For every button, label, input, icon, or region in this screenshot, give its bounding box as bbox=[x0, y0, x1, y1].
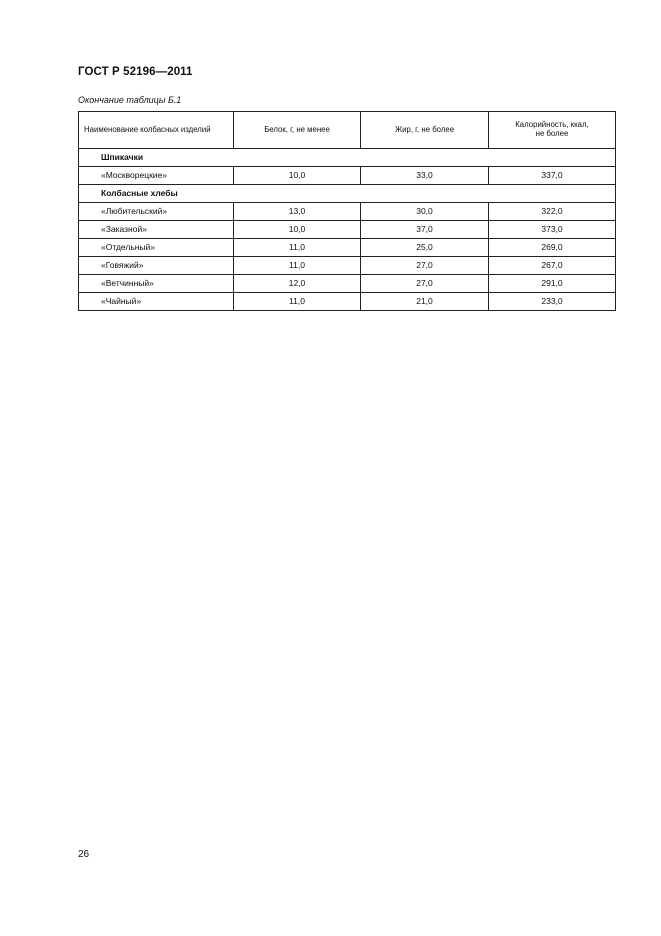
group-row bbox=[79, 185, 616, 203]
fat-cell: 33,0 bbox=[361, 167, 489, 185]
calories-cell: 337,0 bbox=[489, 167, 616, 185]
table-row bbox=[79, 167, 616, 185]
fat-cell: 21,0 bbox=[361, 293, 489, 311]
table-row bbox=[79, 239, 616, 257]
protein-cell: 11,0 bbox=[234, 239, 361, 257]
fat-cell: 25,0 bbox=[361, 239, 489, 257]
group-row bbox=[79, 149, 616, 167]
product-name-cell: «Москворецкие» bbox=[79, 167, 234, 185]
protein-cell: 10,0 bbox=[234, 221, 361, 239]
table-row bbox=[79, 203, 616, 221]
table-row bbox=[79, 257, 616, 275]
table-body bbox=[79, 149, 616, 311]
calories-cell: 373,0 bbox=[489, 221, 616, 239]
group-title: Шпикачки bbox=[79, 149, 616, 167]
protein-cell: 13,0 bbox=[234, 203, 361, 221]
protein-cell: 11,0 bbox=[234, 293, 361, 311]
calories-cell: 267,0 bbox=[489, 257, 616, 275]
table-row bbox=[79, 293, 616, 311]
calories-cell: 269,0 bbox=[489, 239, 616, 257]
product-name-cell: «Заказной» bbox=[79, 221, 234, 239]
group-title: Колбасные хлебы bbox=[79, 185, 616, 203]
product-name-cell: «Любительский» bbox=[79, 203, 234, 221]
product-name-cell: «Чайный» bbox=[79, 293, 234, 311]
table-header bbox=[79, 112, 616, 149]
calories-cell: 233,0 bbox=[489, 293, 616, 311]
fat-cell: 30,0 bbox=[361, 203, 489, 221]
calories-cell: 322,0 bbox=[489, 203, 616, 221]
table-header-row bbox=[79, 112, 616, 149]
product-name-cell: «Отдельный» bbox=[79, 239, 234, 257]
protein-cell: 11,0 bbox=[234, 257, 361, 275]
column-header-name: Наименование колбасных изделий bbox=[79, 112, 234, 149]
page-number: 26 bbox=[78, 849, 90, 860]
table-row bbox=[79, 275, 616, 293]
fat-cell: 37,0 bbox=[361, 221, 489, 239]
nutrition-table bbox=[78, 111, 616, 311]
calories-cell: 291,0 bbox=[489, 275, 616, 293]
table-row bbox=[79, 221, 616, 239]
document-header: ГОСТ Р 52196—2011 bbox=[78, 66, 193, 78]
table-caption: Окончание таблицы Б.1 bbox=[78, 95, 182, 105]
product-name-cell: «Ветчинный» bbox=[79, 275, 234, 293]
fat-cell: 27,0 bbox=[361, 275, 489, 293]
column-header-fat: Жир, г, не более bbox=[361, 112, 489, 149]
protein-cell: 10,0 bbox=[234, 167, 361, 185]
protein-cell: 12,0 bbox=[234, 275, 361, 293]
fat-cell: 27,0 bbox=[361, 257, 489, 275]
column-header-protein: Белок, г, не менее bbox=[234, 112, 361, 149]
column-header-calories: Калорийность, ккал, не более bbox=[489, 112, 616, 149]
product-name-cell: «Говяжий» bbox=[79, 257, 234, 275]
